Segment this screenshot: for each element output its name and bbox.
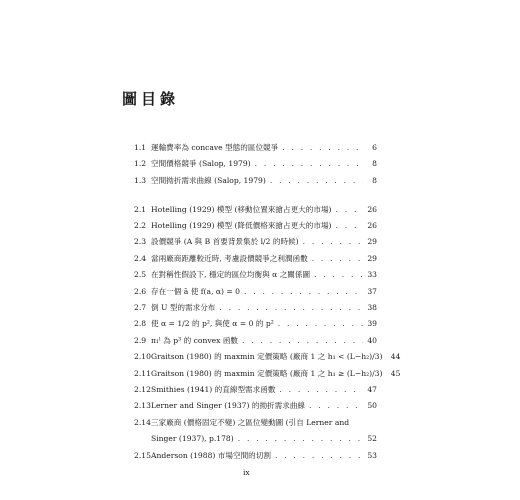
leader-dots [242, 333, 363, 349]
toc-entry-number: 2.6 [134, 286, 147, 296]
toc-entry-2-14[interactable] [134, 415, 377, 448]
toc-entry-number: 2.10 [134, 352, 151, 362]
toc-entry-title: π₁ˡ 為 p³ 的 convex 函數 [151, 335, 239, 345]
toc-entry-number: 2.14 [134, 417, 151, 427]
toc-entry-1-1[interactable] [134, 140, 377, 156]
toc-entry-page: 37 [367, 286, 377, 296]
toc-entry-title: Hotelling (1929) 模型 (移動位置來搶占更大的市場) [151, 204, 332, 214]
toc-entry-number: 2.15 [134, 450, 151, 460]
toc-entry-page: 29 [367, 237, 377, 247]
table-of-figures [134, 140, 401, 477]
toc-entry-2-8[interactable] [134, 316, 377, 332]
toc-entry-page: 33 [367, 270, 377, 280]
toc-entry-2-11[interactable] [134, 366, 401, 382]
toc-entry-title: Smithies (1941) 的直線型需求函數 [151, 384, 276, 394]
toc-entry-page: 26 [367, 221, 377, 231]
toc-entry-page: 44 [390, 352, 401, 362]
toc-entry-page: 26 [367, 204, 377, 214]
toc-entry-2-2[interactable] [134, 218, 377, 234]
toc-entry-title-continued: Singer (1937), p.178) [151, 434, 234, 444]
toc-group-chapter-2 [134, 202, 401, 465]
toc-entry-page: 38 [367, 303, 377, 313]
toc-entry-2-9[interactable] [134, 333, 377, 349]
leader-dots [278, 316, 363, 332]
toc-entry-page: 39 [367, 319, 377, 329]
toc-entry-page: 6 [372, 143, 377, 152]
leader-dots [309, 398, 363, 414]
toc-entry-2-15[interactable] [134, 448, 377, 464]
leader-dots [244, 284, 363, 300]
toc-entry-title: 三家廠商 (價格固定不變) 之區位變動圖 (引自 Lerner and [151, 417, 350, 427]
toc-entry-2-12[interactable] [134, 382, 377, 398]
leader-dots [282, 140, 363, 156]
toc-entry-title: 設價競爭 (A 與 B 首要背景集於 l/2 的時候) [151, 237, 299, 247]
toc-entry-1-2[interactable] [134, 156, 377, 172]
page-number: ix [243, 468, 250, 477]
toc-entry-page: 52 [367, 434, 377, 444]
toc-entry-number: 2.12 [134, 384, 151, 394]
toc-entry-number: 2.9 [134, 335, 147, 345]
toc-entry-title: Graitson (1980) 的 maxmin 定價策略 (廠商 1 之 h₁ ≥ (L−h₂)/3) [151, 368, 383, 378]
toc-entry-page: 50 [367, 401, 377, 411]
toc-entry-title: 當兩廠商距離較近時, 考慮設價競爭之利潤函數 [151, 253, 308, 263]
toc-entry-page: 8 [372, 175, 377, 185]
toc-entry-2-7[interactable] [134, 300, 377, 316]
toc-entry-page: 29 [367, 253, 377, 263]
toc-entry-title: 存在一個 ā 使 f(a, α) = 0 [151, 286, 240, 296]
leader-dots [219, 300, 363, 316]
toc-entry-number: 2.1 [134, 204, 147, 214]
toc-entry-page: 53 [367, 450, 377, 460]
toc-entry-2-6[interactable] [134, 284, 377, 300]
toc-entry-number: 1.1 [134, 143, 147, 152]
leader-dots [238, 431, 363, 448]
toc-group-chapter-1 [134, 140, 377, 189]
toc-entry-title: Anderson (1988) 市場空間的切割 [151, 450, 271, 460]
page-title: 圖目錄 [122, 90, 180, 108]
leader-dots [275, 448, 363, 464]
toc-entry-title: Lerner and Singer (1937) 的拗折需求曲線 [151, 401, 306, 411]
leader-dots [312, 251, 363, 267]
toc-entry-2-5[interactable] [134, 267, 377, 283]
toc-entry-2-10[interactable] [134, 349, 401, 365]
leader-dots [314, 267, 363, 283]
leader-dots [303, 234, 363, 250]
toc-entry-1-3[interactable] [134, 173, 377, 189]
leader-dots [336, 202, 363, 218]
toc-entry-2-1[interactable] [134, 202, 377, 218]
toc-entry-page: 47 [367, 384, 377, 394]
toc-entry-title: 倒 U 型的需求分布 [151, 303, 216, 313]
toc-entry-number: 1.2 [134, 159, 147, 169]
leader-dots [255, 156, 363, 172]
toc-entry-number: 2.3 [134, 237, 147, 247]
toc-entry-title: Hotelling (1929) 模型 (降低價格來搶占更大的市場) [151, 221, 332, 231]
toc-entry-number: 2.7 [134, 303, 147, 313]
toc-entry-title: 空間價格競爭 (Salop, 1979) [151, 159, 251, 169]
toc-entry-2-13[interactable] [134, 398, 377, 414]
toc-entry-title: 在對稱性假設下, 穩定的區位均衡與 α 之關係圖 [151, 270, 311, 280]
toc-entry-number: 2.13 [134, 401, 151, 411]
leader-dots [279, 382, 363, 398]
leader-dots [270, 173, 363, 189]
toc-entry-title: 運輸費率為 concave 型態的區位競爭 [151, 143, 279, 152]
toc-entry-number: 2.11 [134, 368, 151, 378]
toc-entry-page: 8 [372, 159, 377, 169]
toc-entry-number: 2.2 [134, 221, 147, 231]
toc-entry-title: 空間拗折需求曲線 (Salop, 1979) [151, 175, 266, 185]
toc-entry-number: 1.3 [134, 175, 147, 185]
toc-entry-number: 2.8 [134, 319, 147, 329]
toc-entry-page: 40 [367, 335, 377, 345]
toc-entry-2-3[interactable] [134, 234, 377, 250]
leader-dots [336, 218, 363, 234]
toc-entry-title: Graitson (1980) 的 maxmin 定價策略 (廠商 1 之 h₁ < (L−h₂)/3) [151, 352, 383, 362]
toc-entry-number: 2.4 [134, 253, 147, 263]
toc-entry-title: 使 α = 1/2 的 p², 與使 α = 0 的 p² [151, 319, 274, 329]
toc-entry-2-4[interactable] [134, 251, 377, 267]
toc-entry-number: 2.5 [134, 270, 147, 280]
toc-entry-page: 45 [390, 368, 401, 378]
